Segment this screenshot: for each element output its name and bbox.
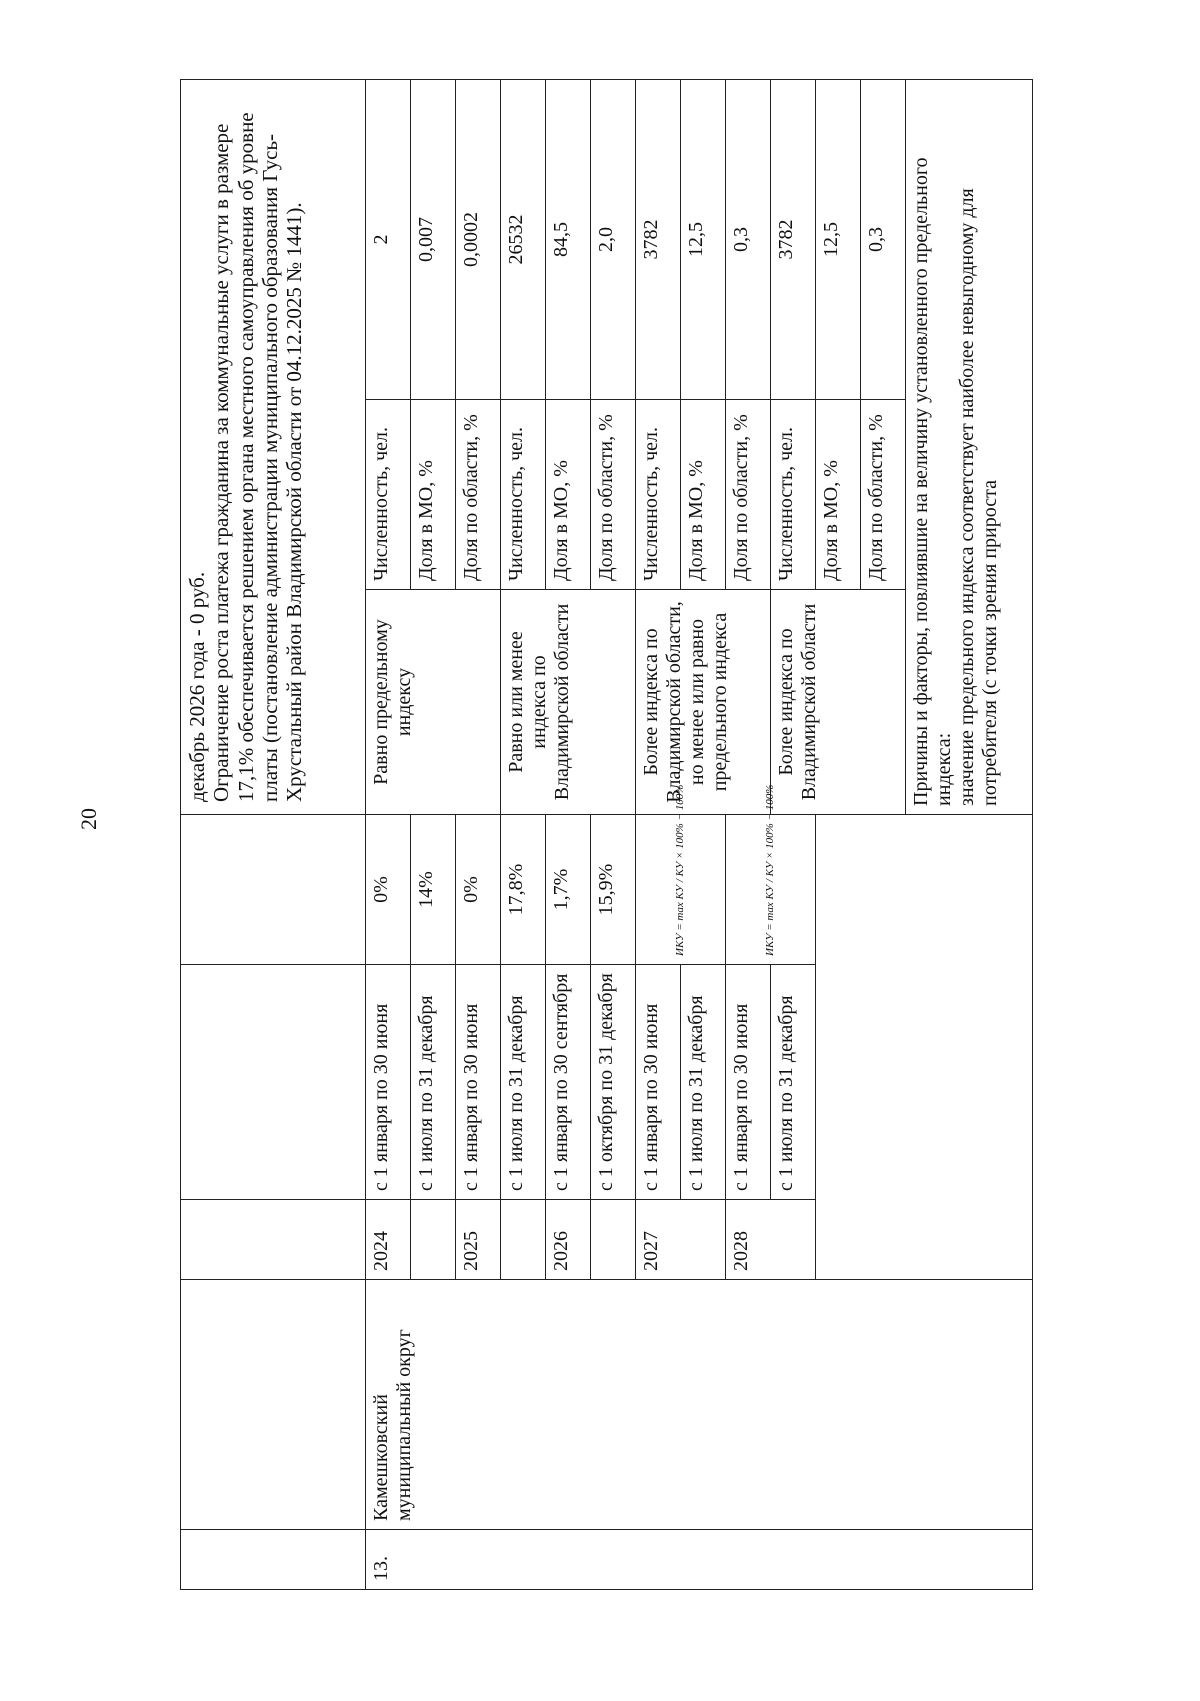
index-cell: 17,8% [501,815,546,965]
period-cell: с 1 января по 30 сентября [546,965,591,1200]
year-cell: 2026 [546,1200,591,1280]
metric-label: Доля в МО, % [546,400,591,590]
year-cell: 2028 [726,1200,816,1280]
empty-cell [181,1530,366,1590]
empty-cell [181,1200,366,1280]
metric-label: Доля по области, % [591,400,636,590]
footer-text: Причины и факторы, повлиявшие на величину установленного предельного индекса: значение предельного индекса соответствует наиболее невыгодному для потребителя (с точки зрения прироста [906,80,1033,815]
rotated-table-wrapper [180,80,1120,1590]
period-cell: с 1 июля по 31 декабря [771,965,816,1200]
year-cell: 2027 [636,1200,726,1280]
empty-cell [181,1280,366,1530]
metric-value: 12,5 [681,80,726,400]
empty-cell [181,965,366,1200]
group-label: Равно или менее индекса по Владимирской области [501,590,636,815]
metric-value: 12,5 [816,80,861,400]
metric-label: Численность, чел. [771,400,816,590]
blank-block [816,815,1033,1280]
page-number: 20 [76,808,101,830]
metric-label: Численность, чел. [636,400,681,590]
period-cell: с 1 января по 30 июня [726,965,771,1200]
table-top-row [181,80,366,1590]
metric-label: Доля в МО, % [681,400,726,590]
period-cell: с 1 июля по 31 декабря [411,965,456,1200]
header-text: декабрь 2026 года - 0 руб. Ограничение роста платежа гражданина за коммунальные услуги в размере 17,1% обеспечивается решением органа местного самоуправления об уровне платы (постановление администрации муниципального образования Гусь-Хрустальный район Владимирской области от 04.12.2025 № 1441). [181,80,366,815]
metric-value: 2,0 [591,80,636,400]
row-number: 13. [366,1530,1033,1590]
group-label: Более индекса по Владимирской области [771,590,906,815]
metric-value: 0,007 [411,80,456,400]
municipality-name: Камешковский муниципальный округ [366,1280,1033,1530]
metric-value: 0,3 [861,80,906,400]
index-cell: 14% [411,815,456,965]
index-table [180,79,1033,1590]
index-cell: 1,7% [546,815,591,965]
metric-value: 3782 [771,80,816,400]
metric-label: Доля по области, % [456,400,501,590]
formula-cell: ИКУ = max КУ / КУ × 100% − 100% [726,815,816,965]
metric-label: Доля в МО, % [816,400,861,590]
group-label: Равно предельному индексу [366,590,501,815]
year-cell [501,1200,546,1280]
year-cell: 2025 [456,1200,501,1280]
year-cell [591,1200,636,1280]
metric-value: 84,5 [546,80,591,400]
index-cell: 0% [456,815,501,965]
period-cell: с 1 января по 30 июня [366,965,411,1200]
metric-label: Доля в МО, % [411,400,456,590]
metric-label: Доля по области, % [861,400,906,590]
year-cell [411,1200,456,1280]
period-cell: с 1 октября по 31 декабря [591,965,636,1200]
metric-label: Численность, чел. [501,400,546,590]
period-cell: с 1 января по 30 июня [636,965,681,1200]
index-cell: 0% [366,815,411,965]
empty-cell [181,815,366,965]
metric-value: 0,0002 [456,80,501,400]
metric-value: 3782 [636,80,681,400]
index-cell: 15,9% [591,815,636,965]
metric-label: Доля по области, % [726,400,771,590]
group-label: Более индекса по Владимирской области, но менее или равно предельного индекса [636,590,771,815]
period-cell: с 1 января по 30 июня [456,965,501,1200]
metric-value: 2 [366,80,411,400]
year-cell: 2024 [366,1200,411,1280]
period-cell: с 1 июля по 31 декабря [501,965,546,1200]
metric-label: Численность, чел. [366,400,411,590]
metric-value: 0,3 [726,80,771,400]
formula-cell: ИКУ = max КУ / КУ × 100% − 100% [636,815,726,965]
metric-value: 26532 [501,80,546,400]
period-cell: с 1 июля по 31 декабря [681,965,726,1200]
